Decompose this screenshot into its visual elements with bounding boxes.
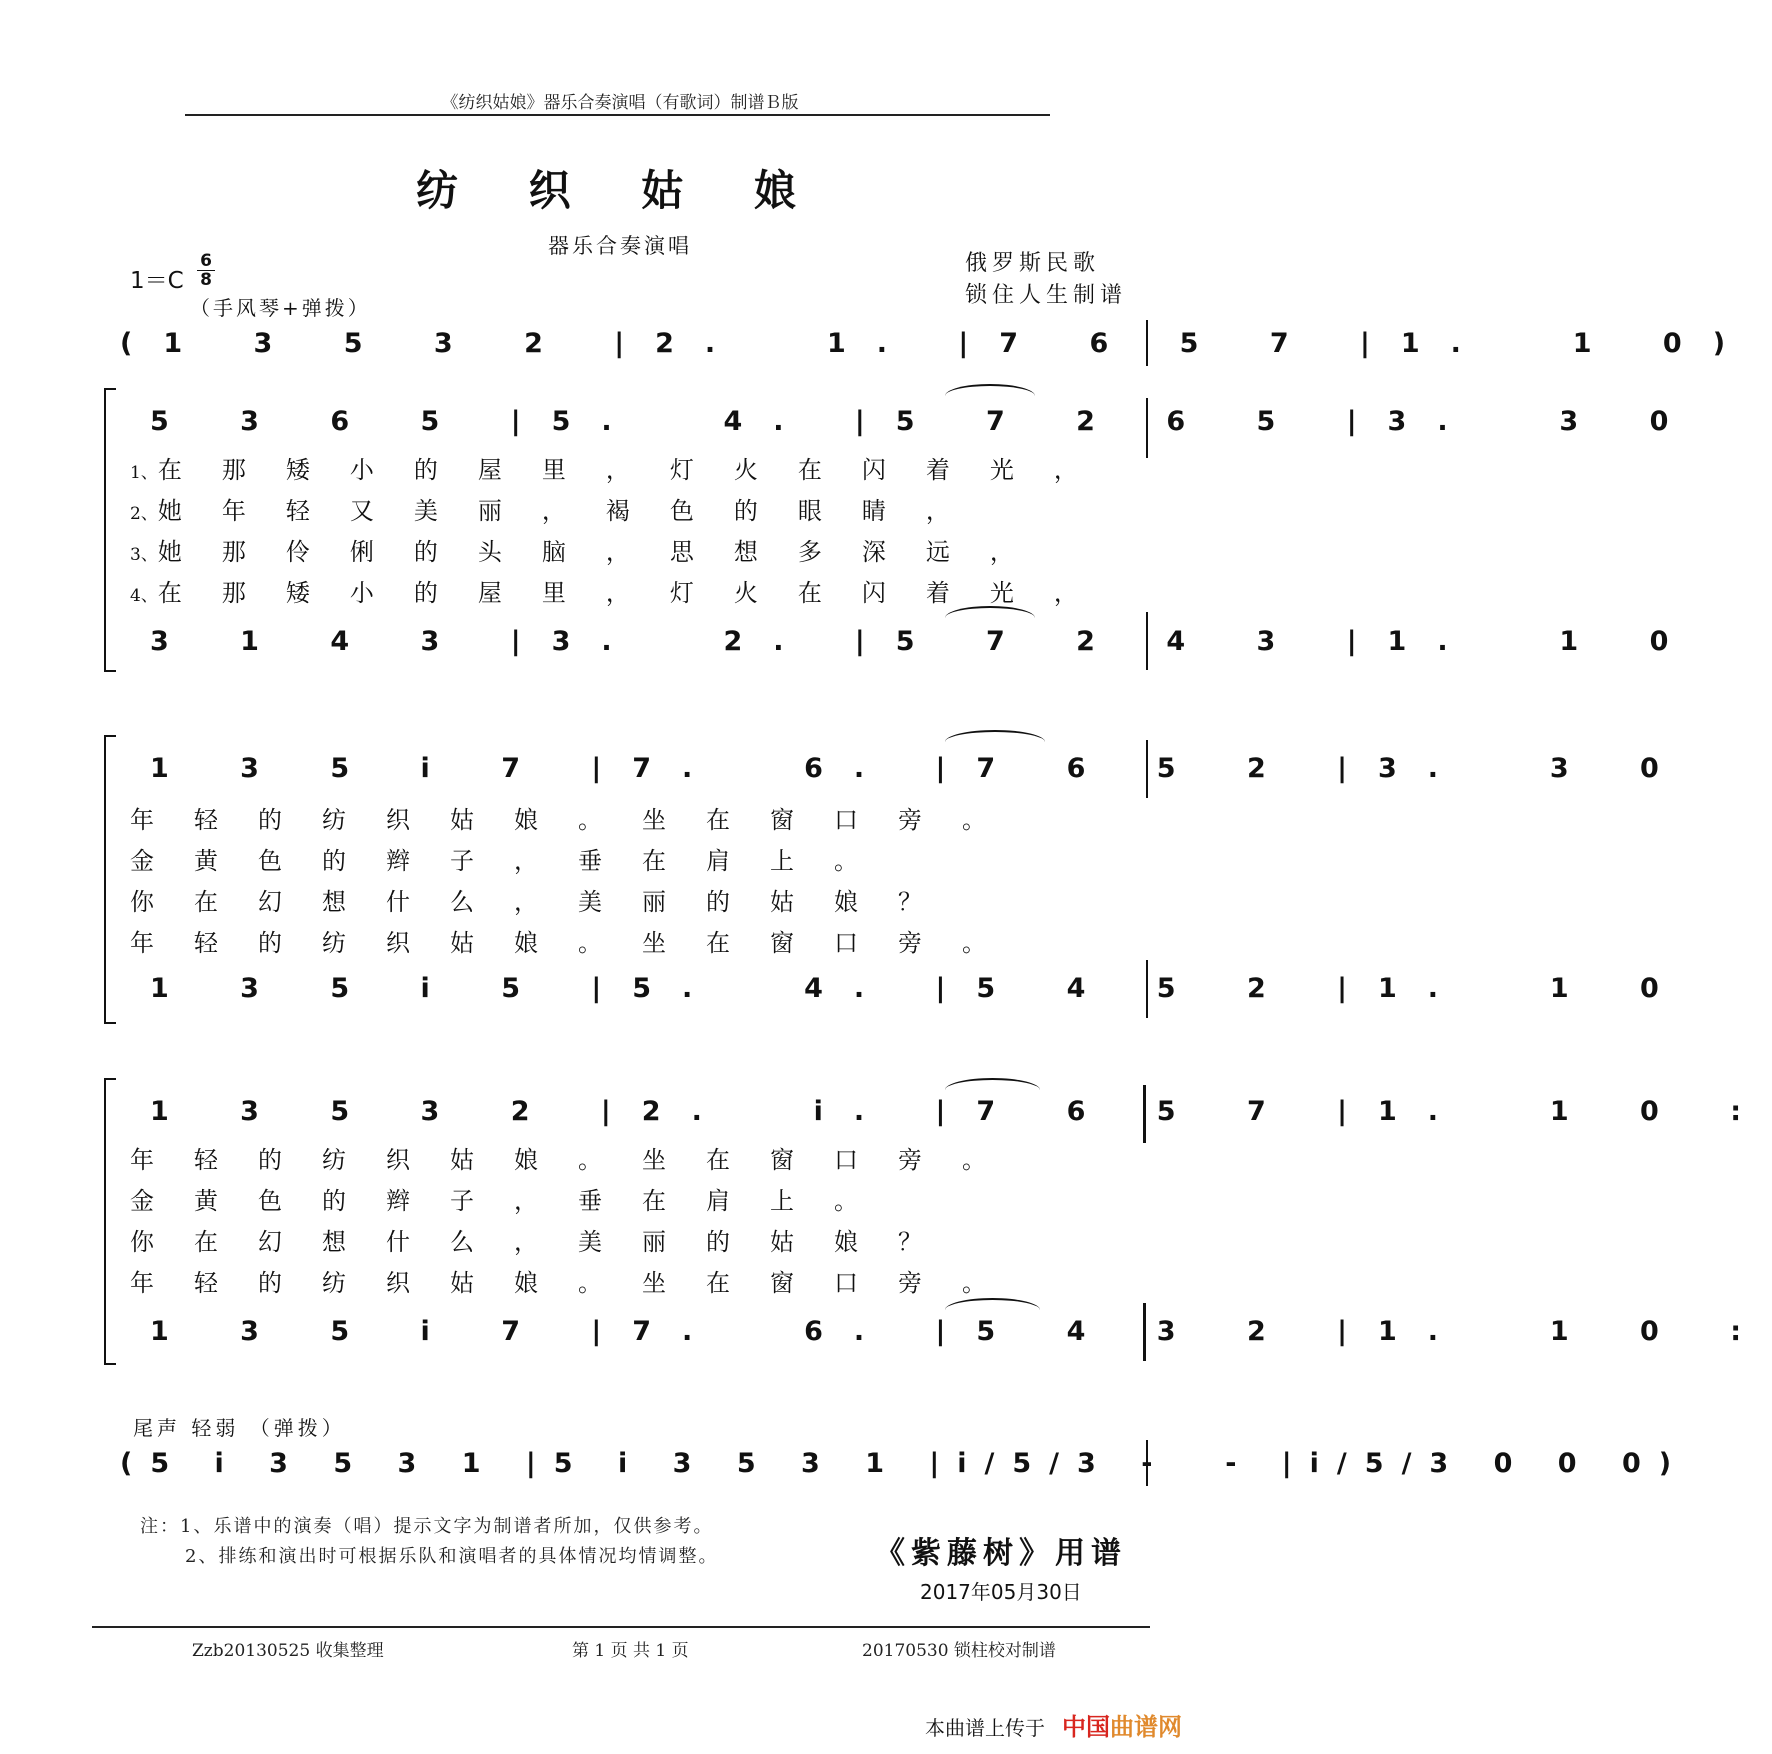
system-brace	[104, 735, 116, 1024]
meter-bottom: 8	[197, 270, 215, 289]
harmony-notes: 1 3 5 i 7 |7. 6. |5 4 3 2 |1. 1 0 :	[150, 1316, 1772, 1347]
footer-rule	[92, 1626, 1150, 1628]
footer-right: 20170530 锁柱校对制谱	[862, 1641, 1056, 1661]
instrument-note: （手风琴+弹拨）	[190, 296, 371, 320]
verse-3	[130, 532, 1054, 567]
key-signature: 1＝C	[130, 268, 184, 294]
site-logo	[1062, 1707, 1182, 1742]
coda-label: 尾声 轻弱 （弹拨）	[133, 1416, 346, 1440]
verse-text: 在那矮小的屋里，灯火在闪着光，	[157, 456, 1118, 484]
verse-text: 她那伶俐的头脑，思想多深远，	[157, 538, 1054, 566]
system3-melody	[120, 1088, 1772, 1136]
system2-harmony	[120, 965, 1690, 1013]
verse-1	[130, 450, 1118, 485]
barline	[1146, 398, 1148, 458]
verse-number: 3、	[130, 545, 158, 565]
harmony-notes: 1 3 5 i 5 |5. 4. |5 4 5 2 |1. 1 0	[150, 973, 1690, 1004]
barline	[1146, 740, 1148, 798]
verse-2: 金黄色的辫子，垂在肩上。	[130, 1187, 898, 1215]
verse-text: 她年轻又美丽，褐色的眼睛，	[157, 497, 990, 525]
system-brace	[104, 388, 116, 672]
meter-top: 6	[200, 251, 212, 271]
melody-notes: 5 3 6 5 |5. 4. |5 7 2 6 5 |3. 3 0	[150, 406, 1700, 437]
logo-part-2: 曲谱网	[1110, 1713, 1182, 1741]
barline	[1146, 612, 1148, 670]
barline	[1146, 1440, 1148, 1486]
verse-3: 你在幻想什么，美丽的姑娘？	[130, 888, 962, 916]
verse-1: 年轻的纺织姑娘。坐在窗口旁。	[130, 1146, 1026, 1174]
system2-melody	[120, 745, 1690, 793]
coda-notes: (5 i 3 5 3 1 |5 i 3 5 3 1 |i/5/3 - - |i/5/3 0 0 0)	[120, 1448, 1690, 1479]
document-header: 《纺织姑娘》器乐合奏演唱（有歌词）制谱Ｂ版	[441, 93, 799, 113]
verse-number: 1、	[130, 463, 158, 483]
repeat-barline	[1143, 1303, 1146, 1361]
song-title: 纺 织 姑 娘	[416, 166, 824, 215]
logo-part-1: 中国	[1062, 1713, 1110, 1741]
system3-harmony	[120, 1308, 1772, 1356]
barline	[1146, 320, 1148, 366]
verse-4: 年轻的纺织姑娘。坐在窗口旁。	[130, 929, 1026, 957]
header-rule	[185, 114, 1050, 116]
time-signature	[197, 252, 215, 289]
verse-4	[130, 573, 1118, 608]
verse-number: 4、	[130, 586, 158, 606]
verse-text: 在那矮小的屋里，灯火在闪着光，	[157, 579, 1118, 607]
melody-notes: 1 3 5 i 7 |7. 6. |7 6 5 2 |3. 3 0	[150, 753, 1690, 784]
verse-1: 年轻的纺织姑娘。坐在窗口旁。	[130, 806, 1026, 834]
verse-2: 金黄色的辫子，垂在肩上。	[130, 847, 898, 875]
song-subtitle: 器乐合奏演唱	[548, 234, 692, 258]
system-brace	[104, 1078, 116, 1365]
arranger-credit: 锁住人生制谱	[965, 283, 1128, 308]
footnote-1: 注：1、乐谱中的演奏（唱）提示文字为制谱者所加，仅供参考。	[140, 1516, 714, 1537]
footer-page: 第 1 页 共 1 页	[572, 1641, 689, 1661]
upload-note: 本曲谱上传于	[925, 1716, 1045, 1740]
footer-left: Zzb20130525 收集整理	[192, 1641, 384, 1661]
melody-notes: 1 3 5 3 2 |2. i. |7 6 5 7 |1. 1 0 :	[150, 1096, 1772, 1127]
harmony-notes: 3 1 4 3 |3. 2. |5 7 2 4 3 |1. 1 0	[150, 626, 1700, 657]
verse-number: 2、	[130, 504, 158, 524]
system1-harmony	[120, 618, 1700, 666]
song-origin: 俄罗斯民歌	[965, 251, 1101, 276]
verse-4: 年轻的纺织姑娘。坐在窗口旁。	[130, 1269, 1026, 1297]
intro-notes: (1 3 5 3 2 |2. 1. |7 6 5 7 |1. 1 0)	[120, 328, 1757, 359]
source-signature: 《紫藤树》用谱	[875, 1536, 1127, 1571]
repeat-barline	[1143, 1085, 1146, 1143]
system1-melody	[120, 398, 1700, 446]
score-date: 2017年05月30日	[920, 1580, 1082, 1604]
barline	[1146, 960, 1148, 1018]
verse-2	[130, 491, 990, 526]
verse-3: 你在幻想什么，美丽的姑娘？	[130, 1228, 962, 1256]
footnote-2: 2、排练和演出时可根据乐队和演唱者的具体情况均情调整。	[185, 1546, 719, 1567]
coda-line	[120, 1440, 1690, 1488]
intro-line	[120, 320, 1757, 368]
